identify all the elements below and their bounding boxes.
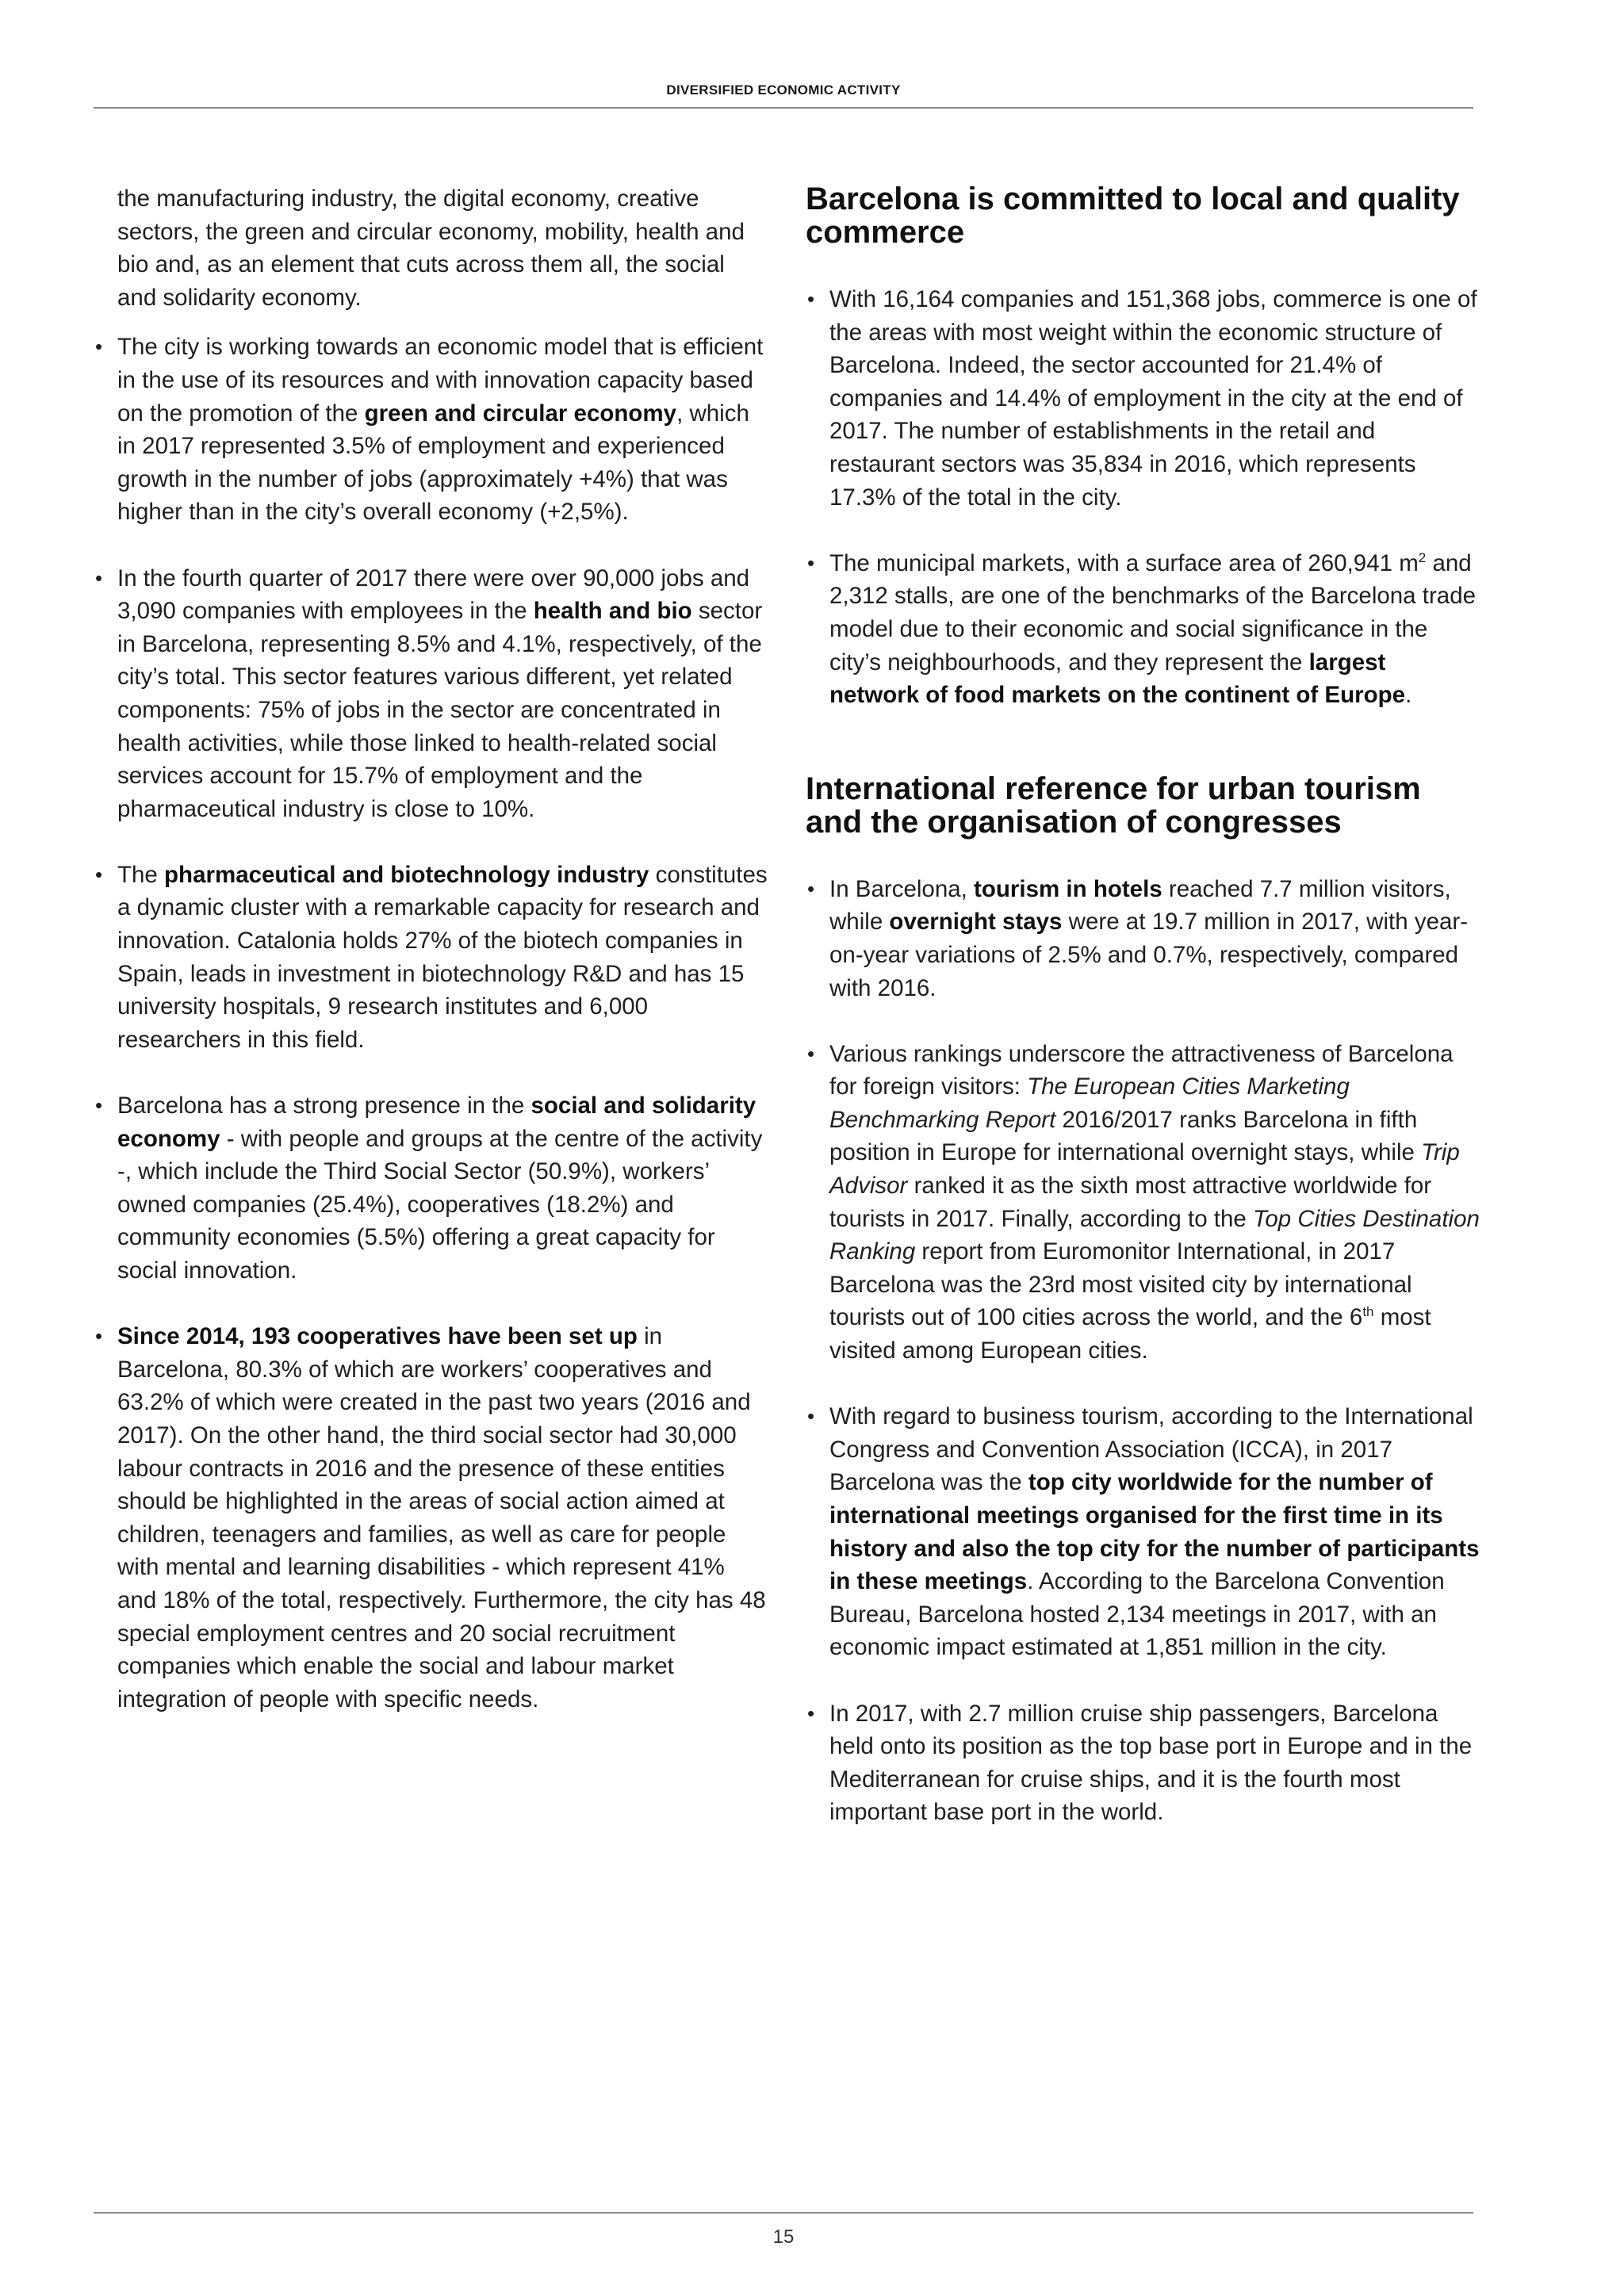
text: . bbox=[1405, 682, 1412, 709]
continued-paragraph: the manufacturing industry, the digital economy, creative sectors, the green and circular economy, mobility, health and bio and, as an element that cuts across them all, the social and solidarity economy. bbox=[117, 186, 745, 311]
section-heading-tourism: International reference for urban tourism and the organisation of congresses bbox=[806, 771, 1421, 840]
text: most visited among European cities. bbox=[829, 1304, 1431, 1364]
tourism-bullet-list bbox=[806, 873, 1480, 1829]
bullet-hotel-tourism bbox=[806, 873, 1480, 1004]
bold-text: overnight stays bbox=[889, 909, 1063, 936]
superscript: th bbox=[1362, 1304, 1374, 1320]
section-heading-commerce: Barcelona is committed to local and quality commerce bbox=[806, 182, 1460, 250]
header-rule bbox=[94, 107, 1473, 109]
text: constitutes a dynamic cluster with a remarkable capacity for research and innovation. Catalonia holds 27% of the biotech companies in Spain, leads in investment in biotechnology R&D and has 15 university hospitals, 9 research institutes and 6,000 researchers in this field. bbox=[117, 861, 768, 1053]
bullet-pharma-biotech bbox=[94, 859, 768, 1057]
commerce-bullet-list bbox=[806, 283, 1480, 712]
page-number: 15 bbox=[772, 2226, 795, 2248]
bullet-rankings bbox=[806, 1038, 1480, 1368]
text: The bbox=[117, 861, 165, 888]
bold-text: pharmaceutical and biotechnology industry bbox=[164, 861, 649, 888]
bold-text: tourism in hotels bbox=[974, 875, 1162, 902]
text: In 2017, with 2.7 million cruise ship passengers, Barcelona held onto its position as the top base port in Europe and in the Mediterranean for cruise ships, and it is the fourth most important base port in the world. bbox=[829, 1700, 1473, 1826]
bullet-municipal-markets bbox=[806, 547, 1480, 712]
bold-text: green and circular economy bbox=[364, 400, 677, 427]
text: report from Euromonitor International, in 2017 Barcelona was the 23rd most visited city by international tourists out of 100 cities across the world, and the 6 bbox=[829, 1238, 1412, 1331]
text: In Barcelona, bbox=[829, 875, 975, 902]
footer-rule bbox=[94, 2212, 1473, 2214]
bullet-green-circular-economy bbox=[94, 331, 768, 529]
italic-text: The European Cities Marketing Benchmarking Report bbox=[829, 1073, 1350, 1133]
bullet-health-bio bbox=[94, 562, 768, 826]
bullet-cooperatives bbox=[94, 1320, 768, 1716]
text: , which in 2017 represented 3.5% of employment and experienced growth in the number of jobs (approximately +4%) that was higher than in the city’s overall economy (+2,5%). bbox=[117, 400, 749, 526]
bold-text: health and bio bbox=[533, 598, 692, 625]
bullet-commerce-jobs bbox=[806, 283, 1480, 514]
bullet-cruise-port bbox=[806, 1697, 1480, 1829]
bullet-business-tourism bbox=[806, 1400, 1480, 1664]
text: sector in Barcelona, representing 8.5% and 4.1%, respectively, of the city’s total. This sector features various different, yet related components: 75% of jobs in the sector are concentrated in health activities, while those linked to health-related social services account for 15.7% of employment and the pharmaceutical industry is close to 10%. bbox=[117, 598, 763, 822]
text: With regard to business tourism, according to the International Congress and Convention Association (ICCA), in 2017 Barcelona was the bbox=[829, 1403, 1473, 1496]
text: . According to the Barcelona Convention Bureau, Barcelona hosted 2,134 meetings in 2017, with an economic impact estimated at 1,851 million in the city. bbox=[829, 1568, 1445, 1661]
left-column bbox=[94, 182, 768, 1749]
text: Various rankings underscore the attractiveness of Barcelona for foreign visitors: bbox=[829, 1040, 1454, 1100]
right-column bbox=[806, 182, 1480, 1862]
text: in Barcelona, 80.3% of which are workers’ cooperatives and 63.2% of which were created in the past two years (2016 and 2017). On the other hand, the third social sector had 30,000 labour contracts in 2016 and the presence of these entities should be highlighted in the areas of social action aimed at children, teenagers and families, as well as care for people with mental and learning disabilities - which represent 41% and 18% of the total, respectively. Furthermore, the city has 48 special employment centres and 20 social recruitment companies which enable the social and labour market integration of people with specific needs. bbox=[117, 1323, 766, 1712]
text: In the fourth quarter of 2017 there were over 90,000 jobs and 3,090 companies with employees in the bbox=[117, 564, 750, 625]
italic-text: Top Cities Destination Ranking bbox=[829, 1205, 1480, 1265]
italic-text: Trip Advisor bbox=[829, 1139, 1460, 1200]
bold-text: Since 2014, 193 cooperatives have been set up bbox=[117, 1323, 638, 1350]
left-bullet-list bbox=[94, 331, 768, 1716]
text: The city is working towards an economic model that is efficient in the use of its resources and with innovation capacity based on the promotion of the bbox=[117, 334, 764, 427]
text: - with people and groups at the centre of the activity -, which include the Third Social Sector (50.9%), workers’ owned companies (25.4%), cooperatives (18.2%) and community economies (5.5%) offering a great capacity for social innovation. bbox=[117, 1125, 763, 1284]
bold-text: social and solidarity economy bbox=[117, 1093, 756, 1152]
text: were at 19.7 million in 2017, with year-on-year variations of 2.5% and 0.7%, respectively, compared with 2016. bbox=[829, 909, 1469, 1001]
text: 2016/2017 ranks Barcelona in fifth position in Europe for international overnight stays, while bbox=[829, 1106, 1422, 1166]
superscript: 2 bbox=[1418, 549, 1427, 565]
text: reached 7.7 million visitors, while bbox=[829, 875, 1451, 936]
bullet-social-solidarity bbox=[94, 1089, 768, 1288]
text: With 16,164 companies and 151,368 jobs, commerce is one of the areas with most weight within the economic structure of Barcelona. Indeed, the sector accounted for 21.4% of companies and 14.4% of employment in the city at the end of 2017. The number of establishments in the retail and restaurant sectors was 35,834 in 2016, which represents 17.3% of the total in the city. bbox=[829, 286, 1477, 511]
text: ranked it as the sixth most attractive worldwide for tourists in 2017. Finally, according to the bbox=[829, 1173, 1432, 1232]
bold-text: top city worldwide for the number of international meetings organised for the first time in its history and also the top city for the number of participants in these meetings bbox=[829, 1469, 1480, 1595]
bold-text: largest network of food markets on the continent of Europe bbox=[829, 649, 1406, 709]
text: The municipal markets, with a surface area of 260,941 m bbox=[829, 549, 1419, 576]
text: Barcelona has a strong presence in the bbox=[117, 1093, 531, 1119]
text: and 2,312 stalls, are one of the benchmarks of the Barcelona trade model due to their economic and social significance in the city’s neighbourhoods, and they represent the bbox=[829, 549, 1477, 675]
running-head: DIVERSIFIED ECONOMIC ACTIVITY bbox=[666, 82, 901, 98]
